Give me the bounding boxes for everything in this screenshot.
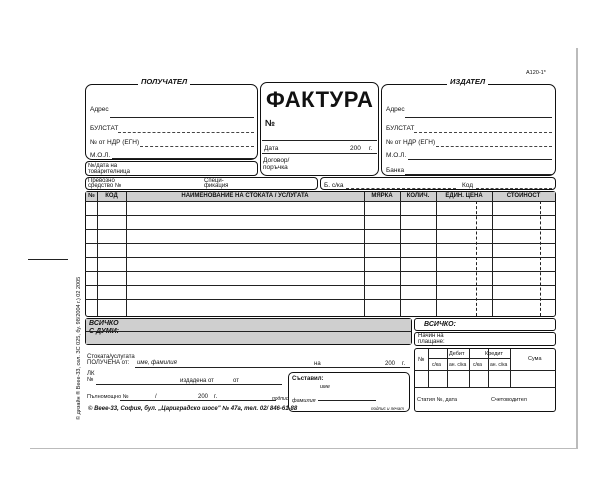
table-row-line: [85, 215, 556, 216]
issuer-account-line: [346, 188, 456, 189]
receipt-lk-1: ЛК: [87, 371, 95, 377]
recipient-bulstat-line: [118, 132, 254, 133]
issuer-code-line: [476, 188, 552, 189]
issuer-mol-label: М.О.Л.: [386, 152, 407, 159]
acc-divider: [447, 349, 448, 387]
receipt-date-label: Пълномощно №: [87, 394, 129, 400]
acc-debit: Дебит: [449, 351, 465, 357]
acc-accountant: Счетоводител: [491, 397, 527, 403]
receipt-lk-2: №: [87, 377, 94, 383]
total-words-line: [86, 331, 411, 332]
total-label: ВСИЧКО:: [424, 321, 456, 328]
receipt-lk-from: от: [233, 378, 239, 384]
col-divider-1: [97, 192, 98, 316]
contract-label-1: Договор/: [263, 157, 290, 164]
col-header-code: КОД: [105, 193, 118, 199]
col-divider-4: [400, 192, 401, 316]
contract-label-2: поръчка: [263, 164, 288, 171]
recipient-mol-label: М.О.Л.: [90, 152, 111, 159]
col-divider-2: [126, 192, 127, 316]
table-row-line: [85, 299, 556, 300]
total-words-label-2: С ДУМИ:: [89, 328, 119, 335]
col-header-unit: МЯРКА: [371, 193, 393, 199]
payment-label-2: плащане:: [418, 339, 445, 345]
compiled-label: Съставил:: [292, 376, 324, 382]
issuer-code-label: Код: [462, 182, 474, 189]
table-row-line: [85, 243, 556, 244]
acc-bottom-line: [414, 387, 556, 388]
compiled-surname: фамилия: [292, 398, 316, 404]
compiled-line: [318, 400, 376, 401]
recipient-bulstat-label: БУЛСТАТ: [90, 125, 119, 132]
compiled-signature: подпис и печат: [371, 406, 405, 411]
issuer-address-line: [405, 117, 552, 118]
payment-label-1: Начин на: [418, 333, 444, 339]
invoice-date-label: Дата: [264, 145, 279, 152]
col-divider-6: [492, 192, 493, 316]
acc-debit-analytic: ан. с/ка: [449, 362, 467, 368]
issuer-address-label: Адрес: [386, 106, 405, 113]
acc-debit-sub: с/ка: [432, 362, 441, 368]
col-header-price: ЕДИН. ЦЕНА: [445, 193, 483, 199]
issuer-vat-line: [436, 146, 552, 147]
compiled-name: име: [320, 384, 330, 390]
col-header-no: №: [88, 193, 95, 199]
issuer-bulstat-label: БУЛСТАТ: [386, 125, 415, 132]
vehicle-label-2: средство №: [88, 183, 122, 189]
margin-mark: [28, 259, 68, 260]
recipient-address-label: Адрес: [90, 106, 109, 113]
receipt-goods-1: Стоката/услугата: [87, 354, 135, 360]
acc-record: Статия №, дата: [417, 397, 458, 403]
waybill-label-2: товарителница: [88, 169, 130, 175]
vehicle-label-1: Превозно: [88, 178, 115, 184]
total-words-label-1: ВСИЧКО: [89, 320, 119, 327]
recipient-address-line: [110, 117, 254, 118]
recipient-vat-label: № от НДР (ЕГН): [90, 139, 140, 146]
page-edge-bottom: [30, 448, 578, 449]
receipt-year-suffix: г.: [402, 361, 406, 367]
invoice-number-line: [262, 140, 377, 141]
invoice-year: 200: [350, 145, 361, 152]
receipt-slash: /: [155, 394, 157, 400]
form-code: А120-1*: [526, 70, 546, 76]
invoice-year-suffix: г.: [369, 145, 373, 152]
issuer-bulstat-line: [414, 132, 552, 133]
spec-label-2: фикация: [204, 183, 229, 189]
receipt-year: 200: [385, 361, 396, 367]
acc-subheader-line: [414, 370, 556, 371]
issuer-mol-line: [408, 159, 552, 160]
side-text: © дизайн ® Веее-33, сел. ЗС 025, бу. 98/2004 г.) 02 2005: [76, 276, 82, 420]
invoice-title: ФАКТУРА: [266, 87, 374, 112]
table-row-line: [85, 229, 556, 230]
receipt-year2-suffix: г.: [214, 394, 218, 400]
receipt-lk-line: [96, 384, 282, 385]
receipt-year2: 200: [198, 394, 209, 400]
waybill-label-1: №/дата на: [88, 163, 118, 169]
issuer-header: ИЗДАТЕЛ: [447, 77, 488, 86]
invoice-number-label: №: [265, 118, 276, 128]
issuer-account-label: Б. с/ка: [324, 182, 344, 189]
acc-credit: Кредит: [485, 351, 504, 357]
items-header-divider: [85, 201, 556, 202]
col-header-value: СТОЙНОСТ: [506, 193, 541, 199]
table-row-line: [85, 257, 556, 258]
col-header-qty: КОЛИЧ.: [406, 193, 430, 199]
invoice-date-line: [262, 153, 377, 154]
acc-divider: [510, 349, 511, 387]
table-row-line: [85, 271, 556, 272]
acc-divider: [428, 349, 429, 387]
receipt-goods-line: [135, 367, 410, 368]
receipt-issued: издадена от: [180, 378, 214, 384]
page-edge-right: [576, 48, 578, 448]
receipt-signature: подпис: [272, 396, 289, 402]
footer-printer: © Веее-33, София, бул. „Цариградско шосе" № 47а, тел. 02/ 846-61-88: [88, 406, 298, 412]
recipient-vat-line: [140, 146, 254, 147]
receipt-name-hint: име, фамилия: [137, 360, 177, 366]
col-divider-5: [436, 192, 437, 316]
recipient-mol-line: [112, 158, 254, 159]
issuer-bank-label: Банка: [386, 167, 405, 174]
acc-credit-sub: с/ка: [473, 362, 482, 368]
issuer-vat-label: № от НДР (ЕГН): [386, 139, 436, 146]
col-divider-3: [364, 192, 365, 316]
receipt-goods-2: ПОЛУЧЕНА от:: [87, 360, 130, 366]
recipient-box: [85, 84, 258, 160]
acc-no: №: [418, 357, 425, 363]
spec-label-1: Специ-: [204, 178, 224, 184]
table-row-line: [85, 285, 556, 286]
col-header-name: НАИМЕНОВАНИЕ НА СТОКАТА / УСЛУГАТА: [181, 193, 309, 199]
acc-sum: Сума: [528, 356, 542, 362]
issuer-bank-line: [405, 174, 552, 175]
receipt-date-line: [120, 400, 276, 401]
acc-credit-analytic: ан. с/ка: [490, 362, 508, 368]
acc-divider: [469, 349, 470, 387]
receipt-on: на: [314, 361, 321, 367]
acc-header-line: [428, 358, 510, 359]
recipient-header: ПОЛУЧАТЕЛ: [138, 77, 190, 86]
